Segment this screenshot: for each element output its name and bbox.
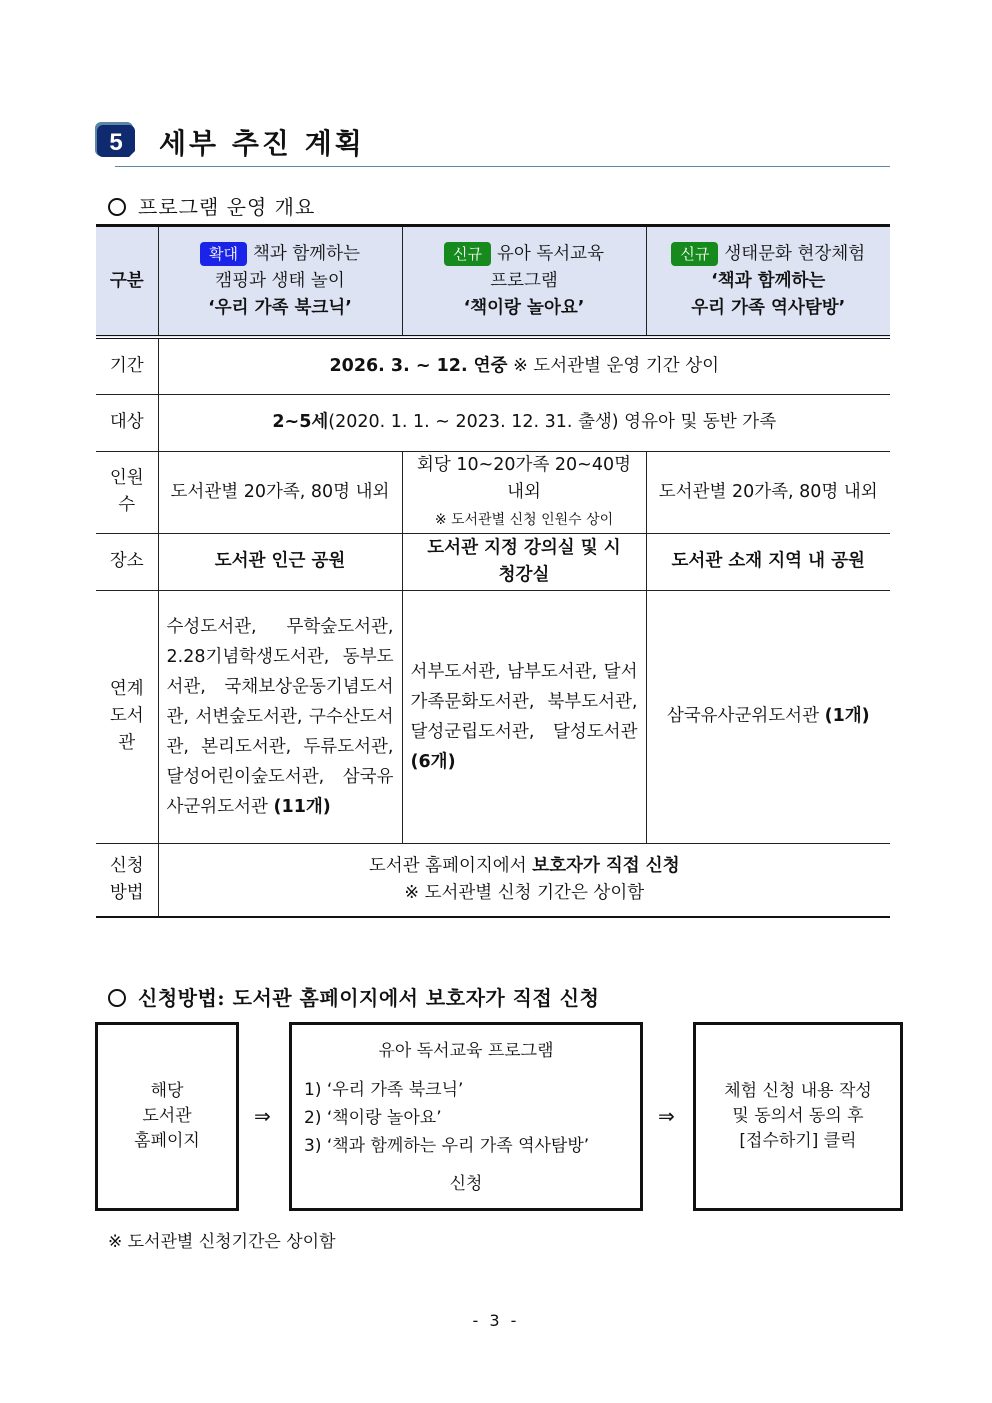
place-value: 도서관 인근 공원 — [158, 533, 402, 590]
capacity-value: 도서관별 20가족, 80명 내외 — [646, 451, 890, 533]
application-heading — [108, 982, 599, 1011]
target-bold: 2~5세 — [272, 412, 329, 432]
capacity-note: ※ 도서관별 신청 인원수 상이 — [434, 511, 614, 528]
application-note: ※ 도서관별 신청기간은 상이함 — [108, 1232, 336, 1252]
capacity-main: 회당 10~20가족 20~40명 내외 — [416, 454, 632, 502]
svg-text:5: 5 — [109, 129, 123, 156]
period-value — [158, 337, 890, 394]
step-3-box — [693, 1022, 903, 1211]
apply-bold: 보호자가 직접 신청 — [532, 855, 680, 876]
library-count: (6개) — [410, 751, 456, 772]
target-value — [158, 394, 890, 451]
library-list — [402, 590, 646, 843]
row-label-line: 방법 — [109, 882, 144, 903]
library-count: (11개) — [273, 796, 331, 817]
program-header-2 — [402, 226, 646, 338]
col-label: 구분 — [96, 226, 158, 338]
row-label: 기간 — [96, 337, 158, 394]
arrow-right-icon: ⇒ — [254, 1104, 271, 1128]
library-names: 수성도서관, 무학숲도서관, 2.28기념학생도서관, 동부도서관, 국채보상운동기념도서관, 서변숲도서관, 구수산도서관, 본리도서관, 두류도서관, 달성어린이숲도서관, 삼국유사군위도서관 — [166, 616, 394, 817]
program-header-3 — [646, 226, 890, 338]
step-text: 도서관 — [142, 1106, 192, 1126]
program-overview-table — [96, 224, 890, 918]
apply-note: ※ 도서관별 신청 기간은 상이함 — [404, 882, 645, 903]
table-row-libraries — [96, 590, 890, 843]
period-bold: 2026. 3. ~ 12. 연중 — [329, 355, 508, 376]
heading-divider — [115, 166, 890, 167]
step-text: [접수하기] 클릭 — [739, 1131, 857, 1151]
table-header-row — [96, 226, 890, 338]
table-row-target — [96, 394, 890, 451]
row-label — [96, 843, 158, 917]
table-row-place — [96, 533, 890, 590]
circle-bullet-icon — [108, 198, 126, 216]
section-heading — [95, 116, 890, 168]
apply-value — [158, 843, 890, 917]
step-2-box — [289, 1022, 643, 1211]
library-list — [158, 590, 402, 843]
circle-bullet-icon — [108, 989, 126, 1007]
section-number-icon — [95, 118, 137, 160]
list-item: 1) ‘우리 가족 북크닉’ — [304, 1080, 464, 1100]
step-footer: 신청 — [449, 1174, 483, 1194]
program-name: ‘우리 가족 북크닉’ — [208, 297, 352, 318]
table-row-capacity — [96, 451, 890, 533]
program-desc: 생태문화 현장체험 — [724, 243, 866, 264]
row-label-line: 도서관 — [109, 706, 144, 753]
status-badge: 확대 — [200, 242, 247, 266]
table-row-apply — [96, 843, 890, 917]
arrow-right-icon: ⇒ — [658, 1104, 675, 1128]
program-header-1 — [158, 226, 402, 338]
row-label: 대상 — [96, 394, 158, 451]
program-desc: 캠핑과 생태 놀이 — [215, 270, 345, 291]
status-badge: 신규 — [671, 242, 718, 266]
row-label: 장소 — [96, 533, 158, 590]
list-item: 2) ‘책이랑 놀아요’ — [304, 1108, 442, 1128]
target-detail: (2020. 1. 1. ~ 2023. 12. 31. 출생) 영유아 및 동반 가족 — [328, 412, 777, 432]
list-item: 3) ‘책과 함께하는 우리 가족 역사탐방’ — [304, 1136, 590, 1156]
overview-heading — [108, 191, 315, 220]
library-list — [646, 590, 890, 843]
place-value: 도서관 소재 지역 내 공원 — [646, 533, 890, 590]
program-name: 우리 가족 역사탐방’ — [691, 297, 846, 318]
row-label-line: 수 — [118, 495, 136, 515]
apply-text: 도서관 홈페이지에서 — [368, 855, 533, 876]
program-list — [304, 1076, 589, 1160]
step-text: 홈페이지 — [134, 1131, 200, 1151]
library-names: 서부도서관, 남부도서관, 달서가족문화도서관, 북부도서관, 달성군립도서관, 달성도서관 — [410, 661, 638, 742]
row-label — [96, 590, 158, 843]
row-label-line: 신청 — [109, 855, 144, 876]
library-names: 삼국유사군위도서관 — [666, 706, 819, 726]
capacity-value: 도서관별 20가족, 80명 내외 — [158, 451, 402, 533]
row-label-line: 연계 — [109, 679, 144, 699]
row-label-line: 인원 — [109, 468, 144, 488]
capacity-value — [402, 451, 646, 533]
step-text: 해당 — [150, 1081, 184, 1101]
step-text: 및 동의서 동의 후 — [732, 1106, 864, 1126]
library-count: (1개) — [824, 706, 870, 726]
row-label — [96, 451, 158, 533]
status-badge: 신규 — [444, 242, 491, 266]
program-name: ‘책이랑 놀아요’ — [463, 297, 585, 318]
program-name: ‘책과 함께하는 — [711, 270, 826, 291]
page-number: - 3 - — [472, 1311, 520, 1330]
program-desc: 유아 독서교육 — [496, 243, 604, 264]
overview-heading-text: 프로그램 운영 개요 — [138, 195, 316, 219]
program-desc: 프로그램 — [490, 270, 558, 291]
step-1-box — [95, 1022, 239, 1211]
application-heading-text: 신청방법: 도서관 홈페이지에서 보호자가 직접 신청 — [138, 986, 600, 1010]
section-title: 세부 추진 계획 — [159, 127, 365, 160]
step-title: 유아 독서교육 프로그램 — [378, 1041, 554, 1061]
period-note: ※ 도서관별 운영 기간 상이 — [507, 355, 720, 376]
program-desc: 책과 함께하는 — [252, 243, 360, 264]
step-text: 체험 신청 내용 작성 — [724, 1081, 872, 1101]
place-value: 도서관 지정 강의실 및 시청강실 — [402, 533, 646, 590]
table-row-period — [96, 337, 890, 394]
